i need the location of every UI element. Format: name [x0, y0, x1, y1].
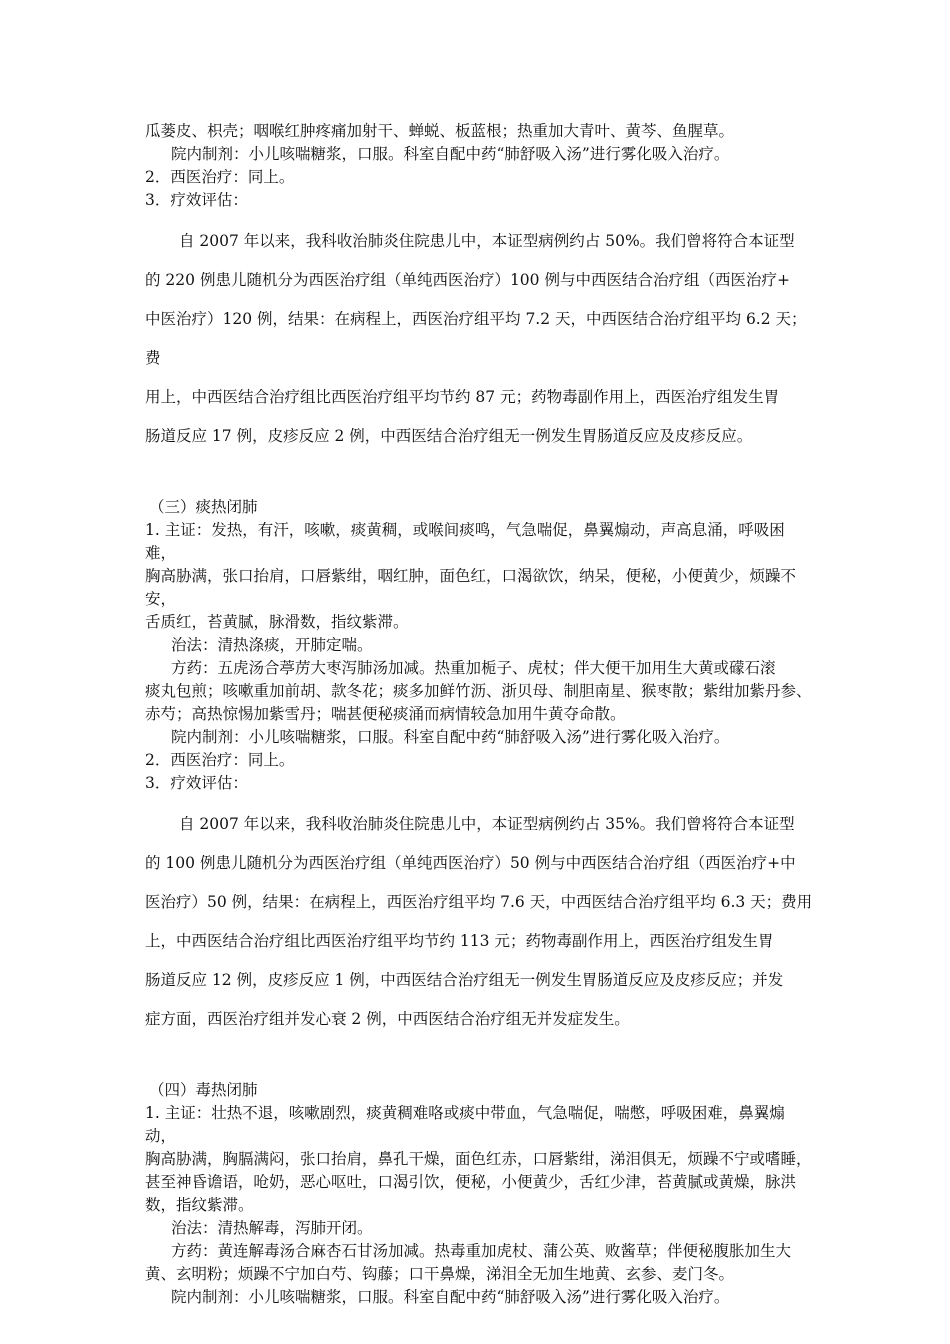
section3-efficacy-line: 肠道反应 12 例，皮疹反应 1 例，中西医结合治疗组无一例发生胃肠道反应及皮疹反应；并发 — [145, 971, 784, 989]
section2-efficacy-line: 中医治疗）120 例，结果：在病程上，西医治疗组平均 7.2 天，中西医结合治疗组平均 6.2 天；费 — [145, 310, 807, 367]
section3-efficacy-heading: 3．疗效评估： — [145, 774, 248, 792]
section3-treatment-method: 治法：清热涤痰，开肺定喘。 — [171, 636, 373, 654]
section3-efficacy-line: 自 2007 年以来，我科收治肺炎住院患儿中，本证型病例约占 35%。我们曾将符合本证型 — [179, 815, 795, 833]
section4-symptoms-line: 数，指纹紫滞。 — [145, 1196, 254, 1214]
section3-efficacy-line: 症方面，西医治疗组并发心衰 2 例，中西医结合治疗组无并发症发生。 — [145, 1010, 630, 1028]
section2-hospital-preparation: 院内制剂：小儿咳喘糖浆，口服。科室自配中药“肺舒吸入汤”进行雾化吸入治疗。 — [171, 145, 730, 163]
section2-efficacy-paragraph — [145, 222, 815, 456]
section3-prescription-line: 赤芍；高热惊惕加紫雪丹；喘甚便秘痰涌而病情较急加用牛黄夺命散。 — [145, 705, 626, 723]
section3-symptoms-line: 胸高胁满，张口抬肩，口唇紫绀，咽红肿，面色红，口渴欲饮，纳呆，便秘，小便黄少，烦躁不安， — [145, 567, 797, 608]
section2-efficacy-line: 的 220 例患儿随机分为西医治疗组（单纯西医治疗）100 例与中西医结合治疗组（西医治疗+ — [145, 271, 790, 289]
section3-efficacy-line: 的 100 例患儿随机分为西医治疗组（单纯西医治疗）50 例与中西医结合治疗组（西医治疗+中 — [145, 854, 796, 872]
section3-western-treatment: 2．西医治疗：同上。 — [145, 751, 295, 769]
section2-efficacy-heading: 3．疗效评估： — [145, 191, 248, 209]
section2-herb-additions: 瓜蒌皮、枳壳；咽喉红肿疼痛加射干、蝉蜕、板蓝根；热重加大青叶、黄芩、鱼腥草。 — [145, 122, 735, 140]
document-page — [145, 120, 815, 1309]
section4-heading: （四）毒热闭肺 — [149, 1081, 258, 1099]
section3-efficacy-paragraph — [145, 805, 815, 1039]
section2-western-treatment: 2．西医治疗：同上。 — [145, 168, 295, 186]
section4-prescription-line: 黄、玄明粉；烦躁不宁加白芍、钩藤；口干鼻燥，涕泪全无加生地黄、玄参、麦门冬。 — [145, 1265, 735, 1283]
section3-heading: （三）痰热闭肺 — [149, 498, 258, 516]
section2-efficacy-line: 自 2007 年以来，我科收治肺炎住院患儿中，本证型病例约占 50%。我们曾将符合本证型 — [179, 232, 795, 250]
section3-symptoms-line: 舌质红，苔黄腻，脉滑数，指纹紫滞。 — [145, 613, 409, 631]
section4-prescription-line: 方药：黄连解毒汤合麻杏石甘汤加减。热毒重加虎杖、蒲公英、败酱草；伴便秘腹胀加生大 — [171, 1242, 792, 1260]
section3-efficacy-line: 医治疗）50 例，结果：在病程上，西医治疗组平均 7.6 天，中西医结合治疗组平均 6.3 天；费用 — [145, 893, 813, 911]
section2-efficacy-line: 用上，中西医结合治疗组比西医治疗组平均节约 87 元；药物毒副作用上，西医治疗组发生胃 — [145, 388, 780, 406]
section3-symptoms-line: 1. 主证：发热，有汗，咳嗽，痰黄稠，或喉间痰鸣，气急喘促，鼻翼煽动，声高息涌，呼吸困难， — [145, 521, 785, 562]
section3-efficacy-line: 上，中西医结合治疗组比西医治疗组平均节约 113 元；药物毒副作用上，西医治疗组发生胃 — [145, 932, 774, 950]
section3-prescription-line: 痰丸包煎；咳嗽重加前胡、款冬花；痰多加鲜竹沥、浙贝母、制胆南星、猴枣散；紫绀加紫丹参、 — [145, 682, 812, 700]
section3-hospital-preparation: 院内制剂：小儿咳喘糖浆，口服。科室自配中药“肺舒吸入汤”进行雾化吸入治疗。 — [171, 728, 730, 746]
section2-efficacy-line: 肠道反应 17 例，皮疹反应 2 例，中西医结合治疗组无一例发生胃肠道反应及皮疹反应。 — [145, 427, 753, 445]
section4-symptoms-line: 甚至神昏谵语，呛奶，恶心呕吐，口渴引饮，便秘，小便黄少，舌红少津，苔黄腻或黄燥，脉洪 — [145, 1173, 797, 1191]
section3-prescription-line: 方药：五虎汤合葶苈大枣泻肺汤加减。热重加栀子、虎杖；伴大便干加用生大黄或礞石滚 — [171, 659, 776, 677]
section4-symptoms-line: 胸高胁满，胸膈满闷，张口抬肩，鼻孔干燥，面色红赤，口唇紫绀，涕泪俱无，烦躁不宁或嗜睡， — [145, 1150, 812, 1168]
section4-symptoms-line: 1. 主证：壮热不退，咳嗽剧烈，痰黄稠难咯或痰中带血，气急喘促，喘憋，呼吸困难，鼻翼煽动， — [145, 1104, 785, 1145]
section4-hospital-preparation: 院内制剂：小儿咳喘糖浆，口服。科室自配中药“肺舒吸入汤”进行雾化吸入治疗。 — [171, 1288, 730, 1306]
section4-treatment-method: 治法：清热解毒，泻肺开闭。 — [171, 1219, 373, 1237]
